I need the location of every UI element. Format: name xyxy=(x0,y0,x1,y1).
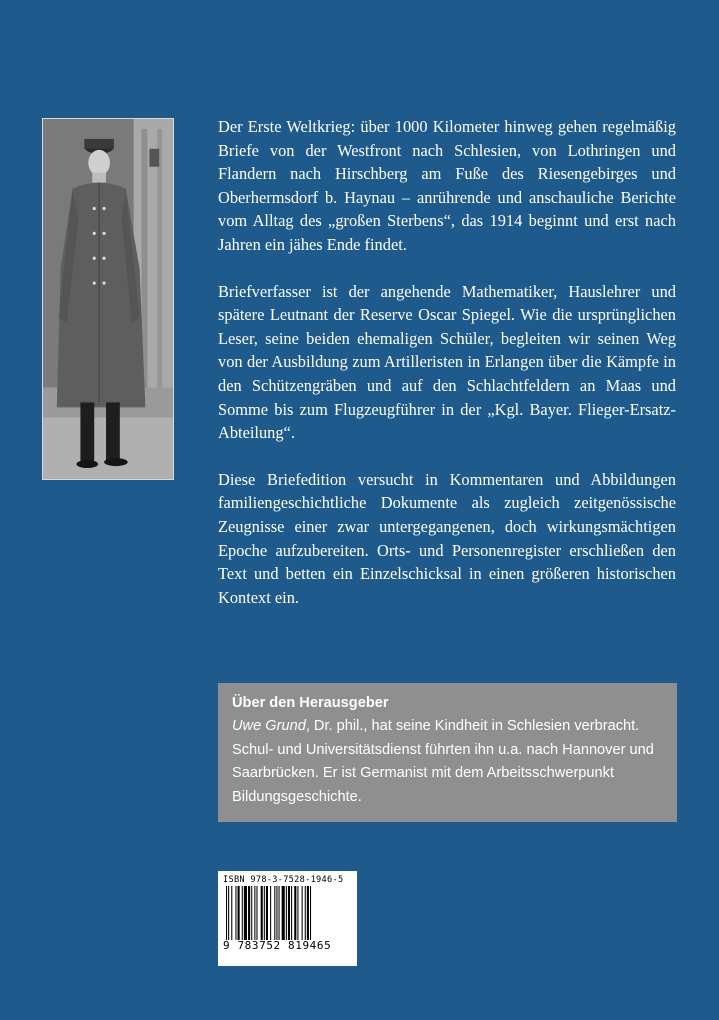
ean-digits: 9 783752 819465 xyxy=(223,940,352,952)
isbn-barcode xyxy=(218,871,357,966)
editor-bio xyxy=(232,715,663,809)
editor-bio-text: , Dr. phil., hat seine Kindheit in Schlesien verbracht. Schul- und Universitätsdienst führten ihn u.a. nach Hannover und Saarbrücken. Er ist Germanist mit dem Arbeitsschwerpunkt Bildungsgeschichte. xyxy=(232,718,654,805)
blurb-paragraph-1: Der Erste Weltkrieg: über 1000 Kilometer hinweg gehen regelmäßig Briefe von der Westfront nach Schlesien, von Lothringen und Flandern nach Hirschberg am Fuße des Riesengebirges und Oberhermsdorf b. Haynau – anrührende und anschauliche Berichte vom Alltag des „großen Sterbens“, das 1914 beginnt und erst nach Jahren ein jähes Ende findet. xyxy=(218,117,676,254)
editor-info-box xyxy=(218,683,677,822)
blurb-paragraph-3: Diese Briefedition versucht in Kommentaren und Abbildungen familiengeschichtliche Dokumente als zugleich zeitgenössische Zeugnisse einer zwar untergegangenen, doch wirkungsmächtigen Epoche aufzubereiten. Orts- und Personenregister erschließen den Text und betten ein Einzelschicksal in einen größeren historischen Kontext ein. xyxy=(218,469,676,607)
blurb-paragraph-2: Briefverfasser ist der angehende Mathematiker, Hauslehrer und spätere Leutnant der Reserve Oscar Spiegel. Wie die ursprünglichen Leser, seine beiden ehemaligen Schüler, begleiten wir seinen Weg von der Ausbildung zum Artilleristen in Erlangen über die Kämpfe in den Schützengräben und auf den Schlachtfeldern an Maas und Somme bis zum Flugzeugführer in der „Kgl. Bayer. Flieger-Ersatz-Abteilung“. xyxy=(218,281,676,443)
soldier-photo-image xyxy=(43,119,173,479)
blurb-text xyxy=(218,115,676,632)
cover-photo xyxy=(42,118,174,480)
editor-heading: Über den Herausgeber xyxy=(232,695,389,711)
isbn-label: ISBN 978-3-7528-1946-5 xyxy=(223,875,344,885)
editor-name: Uwe Grund xyxy=(232,718,306,735)
